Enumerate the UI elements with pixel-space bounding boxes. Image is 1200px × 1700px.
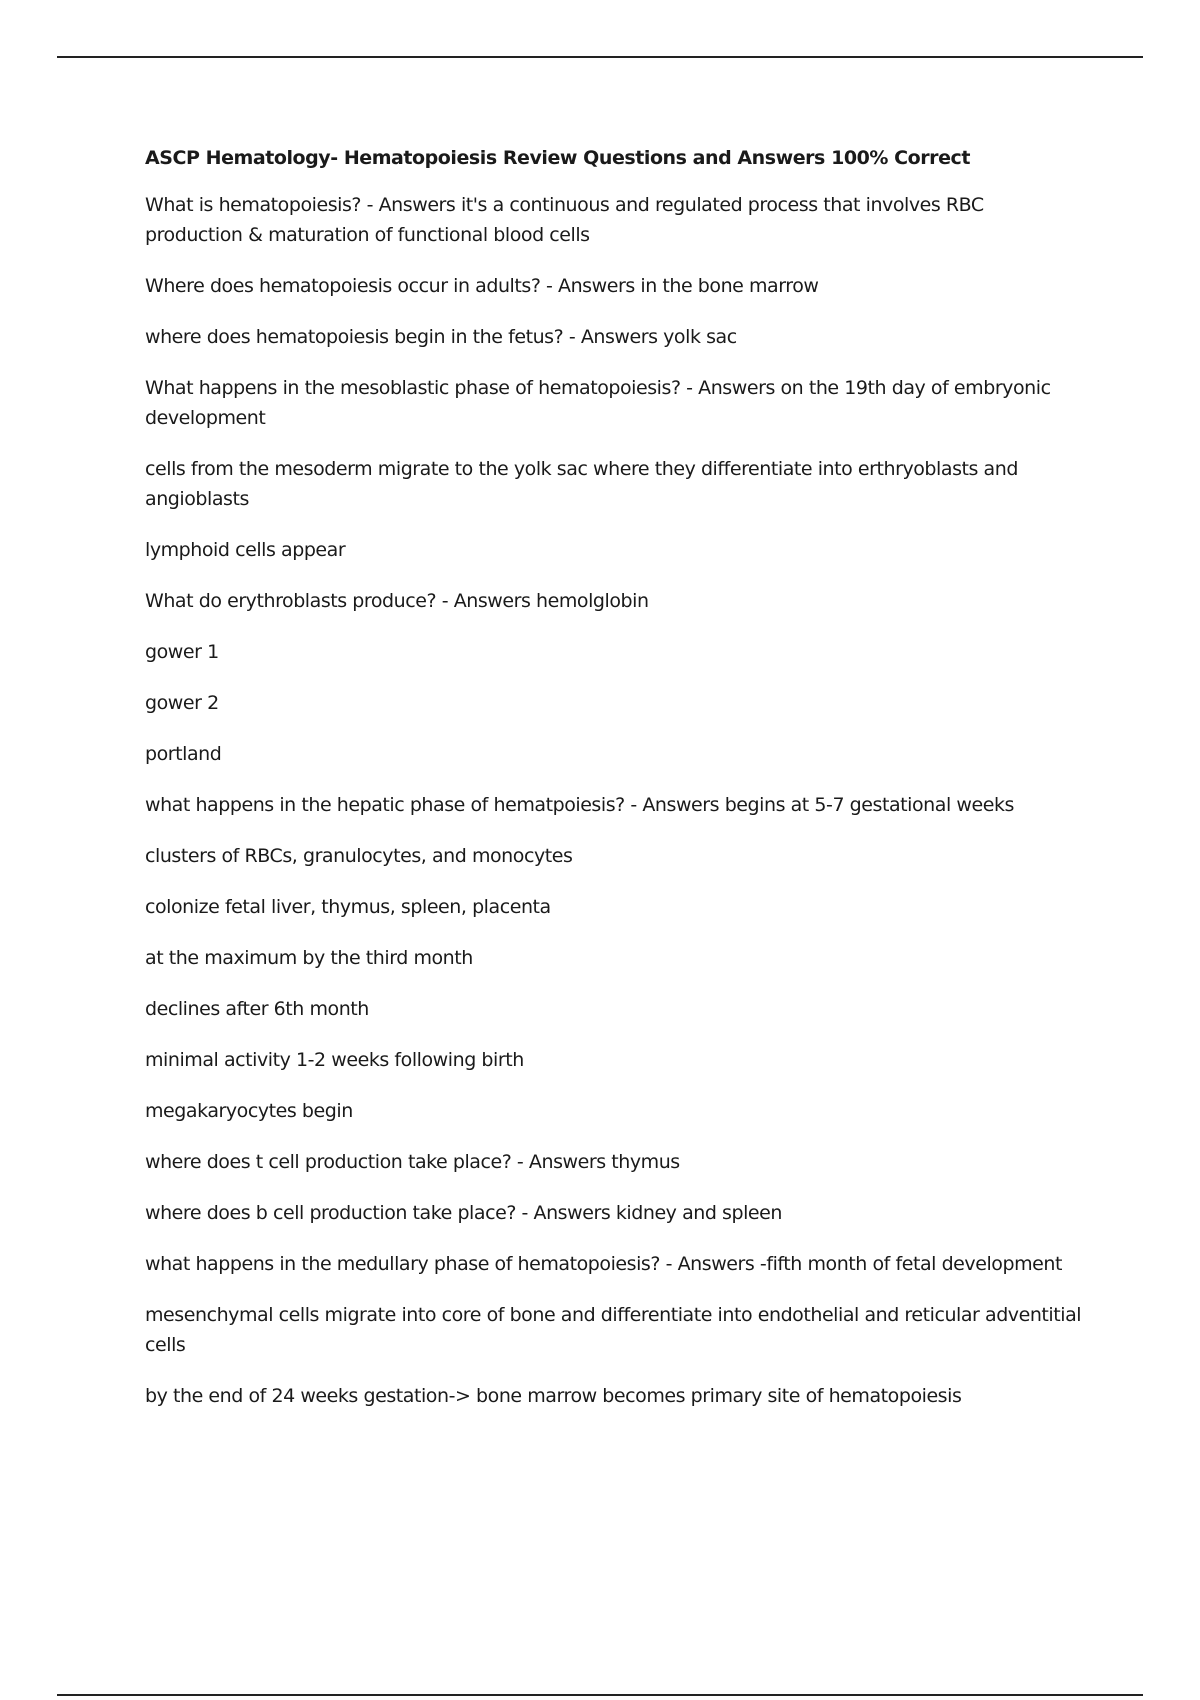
paragraph-10: portland xyxy=(145,743,222,765)
paragraph-3: where does hematopoiesis begin in the fetus? - Answers yolk sac xyxy=(145,326,737,348)
paragraph-11: what happens in the hepatic phase of hematpoiesis? - Answers begins at 5-7 gestational weeks xyxy=(145,794,1014,816)
paragraph-21: mesenchymal cells migrate into core of bone and differentiate into endothelial and reticular adventitial cells xyxy=(145,1304,1082,1356)
paragraph-8: gower 1 xyxy=(145,641,219,663)
paragraph-12: clusters of RBCs, granulocytes, and monocytes xyxy=(145,845,573,867)
paragraph-14: at the maximum by the third month xyxy=(145,947,473,969)
paragraph-4: What happens in the mesoblastic phase of hematopoiesis? - Answers on the 19th day of embryonic development xyxy=(145,377,1051,429)
paragraph-9: gower 2 xyxy=(145,692,219,714)
paragraph-5: cells from the mesoderm migrate to the yolk sac where they differentiate into erthryoblasts and angioblasts xyxy=(145,458,1018,510)
paragraph-17: megakaryocytes begin xyxy=(145,1100,353,1122)
document-title: ASCP Hematology- Hematopoiesis Review Questions and Answers 100% Correct xyxy=(145,147,970,169)
paragraph-16: minimal activity 1-2 weeks following birth xyxy=(145,1049,524,1071)
paragraph-22: by the end of 24 weeks gestation-> bone marrow becomes primary site of hematopoiesis xyxy=(145,1385,962,1407)
paragraph-13: colonize fetal liver, thymus, spleen, placenta xyxy=(145,896,551,918)
paragraph-15: declines after 6th month xyxy=(145,998,369,1020)
paragraph-20: what happens in the medullary phase of hematopoiesis? - Answers -fifth month of fetal development xyxy=(145,1253,1062,1275)
paragraph-7: What do erythroblasts produce? - Answers hemolglobin xyxy=(145,590,649,612)
footer-rule xyxy=(57,1694,1143,1696)
document-body xyxy=(145,141,1085,1432)
header-rule xyxy=(57,56,1143,58)
paragraph-19: where does b cell production take place? - Answers kidney and spleen xyxy=(145,1202,783,1224)
paragraph-6: lymphoid cells appear xyxy=(145,539,346,561)
paragraph-1: What is hematopoiesis? - Answers it's a continuous and regulated process that involves RBC production & maturation of functional blood cells xyxy=(145,194,984,246)
paragraph-18: where does t cell production take place? - Answers thymus xyxy=(145,1151,680,1173)
paragraph-2: Where does hematopoiesis occur in adults? - Answers in the bone marrow xyxy=(145,275,819,297)
